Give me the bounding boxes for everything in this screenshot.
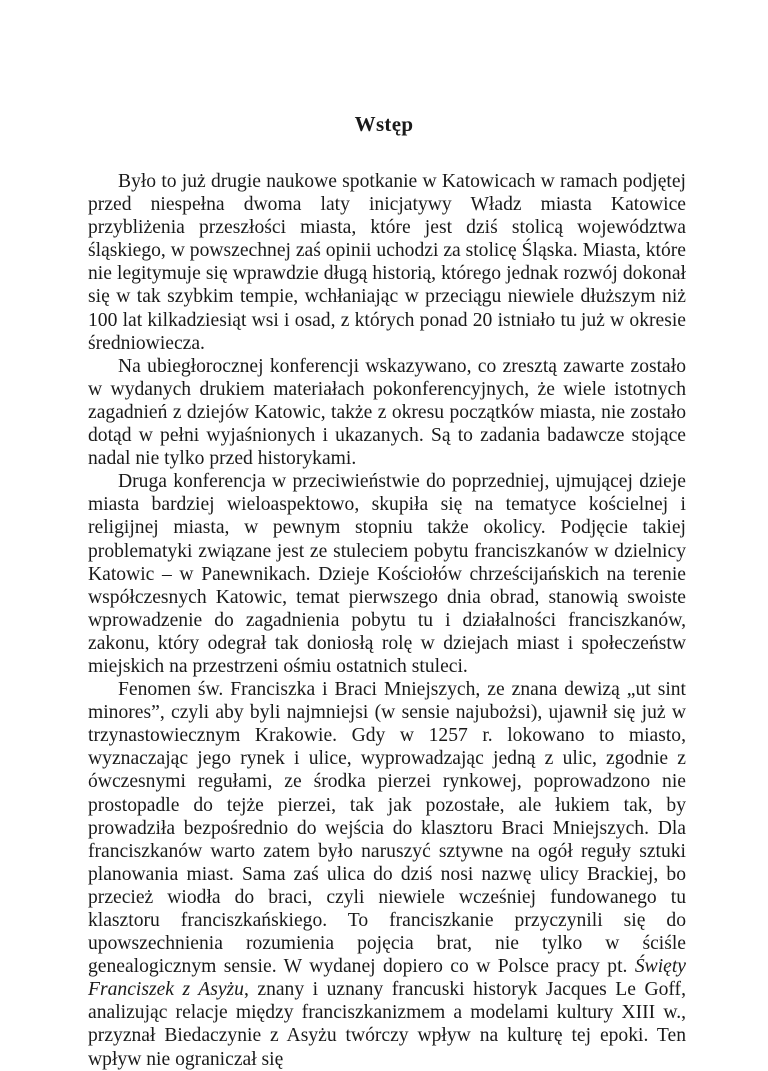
paragraph-4 — [88, 678, 686, 1071]
paragraph-1: Było to już drugie naukowe spotkanie w Katowicach w ramach podjętej przed niespełna dwoma laty inicjatywy Władz miasta Katowice przybliżenia przeszłości miasta, które jest dziś stolicą województwa śląskiego, w powszechnej zaś opinii uchodzi za stolicę Śląska. Miasta, które nie legitymuje się wprawdzie długą historią, którego jednak rozwój dokonał się w tak szybkim tempie, wchłaniając w przeciągu niewiele dłuższym niż 100 lat kilkadziesiąt wsi i osad, z których ponad 20 istniało tu już w okresie średniowiecza. — [88, 171, 686, 354]
paragraph-3: Druga konferencja w przeciwieństwie do poprzedniej, ujmującej dzieje miasta bardziej wieloaspektowo, skupiła się na tematyce kościelnej i religijnej miasta, w pewnym stopniu także okolicy. Podjęcie takiej problematyki związane jest ze stuleciem pobytu franciszkanów w dzielnicy Katowic – w Panewnikach. Dzieje Kościołów chrześcijańskich na terenie współczesnych Katowic, temat pierwszego dnia obrad, stanowią swoiste wprowadzenie do zagadnienia pobytu tu i działalności franciszkanów, zakonu, który odegrał tak doniosłą rolę w dziejach miast i społeczeństw miejskich na przestrzeni ośmiu ostatnich stuleci. — [88, 471, 686, 677]
book-title: Święty Franciszek z Asyżu — [88, 956, 686, 1001]
paragraph-4-text-after: , znany i uznany francuski historyk Jacques Le Goff, analizując relacje między franciszkanizmem a modelami kultury XIII w., przyznał Biedaczynie z Asyżu twórczy wpływ na kulturę tej epoki. Ten wpływ nie ograniczał się — [88, 979, 686, 1070]
paragraph-4-text-before: Fenomen św. Franciszka i Braci Mniejszych, ze znana dewizą „ut sint minores”, czyli aby byli najmniejsi (w sensie najubożsi), ujawnił się już w trzynastowiecznym Krakowie. Gdy w 1257 r. lokowano to miasto, wyznaczając jego rynek i ulice, wyprowadzając jedną z ulic, zgodnie z ówczesnymi regułami, ze środka pierzei rynkowej, poprowadzono nie prostopadle do tejże pierzei, tak jak pozostałe, ale łukiem tak, by prowadziła bezpośrednio do wejścia do klasztoru Braci Mniejszych. Dla franciszkanów warto zatem było naruszyć sztywne na ogół reguły sztuki planowania miast. Sama zaś ulica do dziś nosi nazwę ulicy Brackiej, bo przecież wiodła do braci, czyli niewiele wcześniej fundowanego tu klasztoru franciszkańskiego. To franciszkanie przyczynili się do upowszechnienia rozumienia pojęcia brat, nie tylko w ściśle genealogicznym sensie. W wydanej dopiero co w Polsce pracy pt. — [88, 679, 686, 978]
paragraph-2: Na ubiegłorocznej konferencji wskazywano, co zresztą zawarte zostało w wydanych drukiem materiałach pokonferencyjnych, że wiele istotnych zagadnień z dziejów Katowic, także z okresu początków miasta, nie zostało dotąd w pełni wyjaśnionych i ukazanych. Są to zadania badawcze stojące nadal nie tylko przed historykami. — [88, 355, 686, 470]
body-text — [88, 170, 686, 1071]
page-title: Wstęp — [354, 112, 414, 136]
